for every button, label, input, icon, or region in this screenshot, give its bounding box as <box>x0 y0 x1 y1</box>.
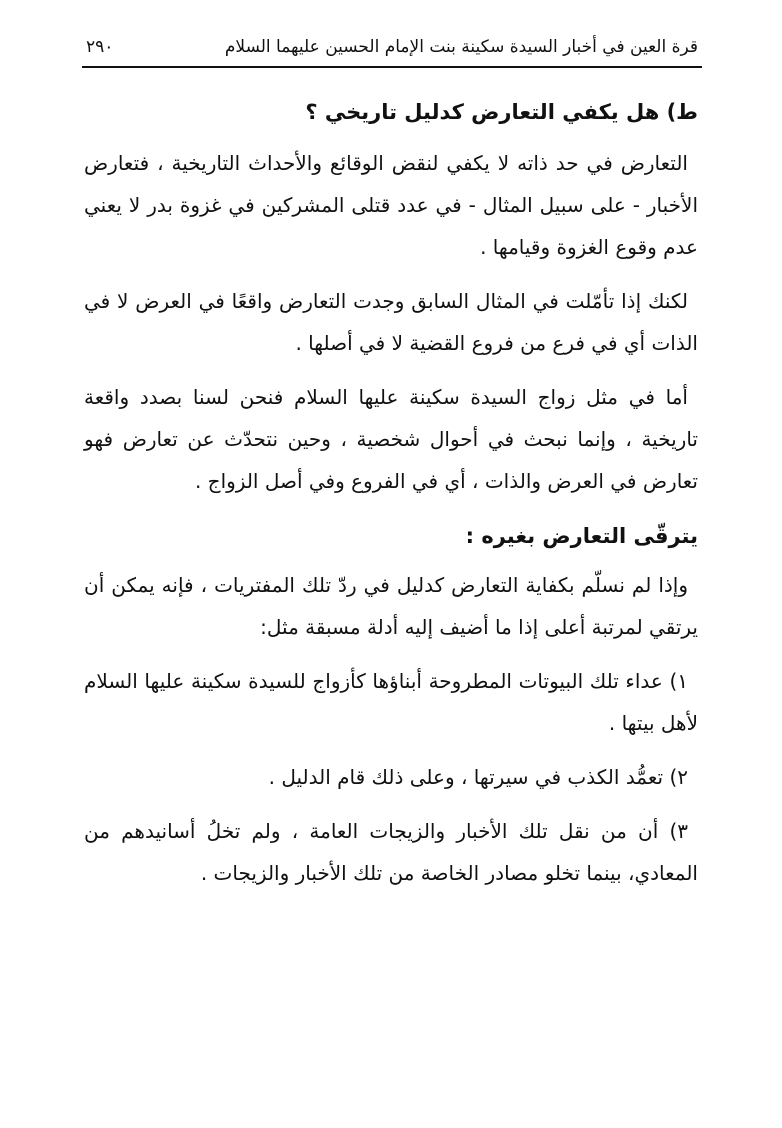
header-rule <box>82 66 702 68</box>
running-header <box>86 30 698 64</box>
intro-paragraph: وإذا لم نسلّم بكفاية التعارض كدليل في ردّ تلك المفتريات ، فإنه يمكن أن يرتقي لمرتبة أعلى إذا ما أضيف إليه أدلة مسبقة مثل: <box>84 573 698 639</box>
paragraph-2: لكنك إذا تأمّلت في المثال السابق وجدت التعارض واقعًا في العرض لا في الذات أي في فرع من فروع القضية لا في أصلها . <box>84 289 698 355</box>
page-number: ٢٩٠ <box>86 37 114 57</box>
list-item-3: ٣) أن من نقل تلك الأخبار والزيجات العامة ، ولم تخلُ أسانيدهم من المعادي، بينما تخلو مصادر الخاصة من تلك الأخبار والزيجات . <box>84 819 698 885</box>
subheading: يترقّى التعارض بغيره : <box>465 524 698 548</box>
header-title: قرة العين في أخبار السيدة سكينة بنت الإمام الحسين عليهما السلام <box>224 37 698 57</box>
paragraph-1: التعارض في حد ذاته لا يكفي لنقض الوقائع والأحداث التاريخية ، فتعارض الأخبار - على سبيل المثال - في عدد قتلى المشركين في غزوة بدر لا يعني عدم وقوع الغزوة وقيامها . <box>84 151 698 259</box>
paragraph-3: أما في مثل زواج السيدة سكينة عليها السلام فنحن لسنا بصدد واقعة تاريخية ، وإنما نبحث في أحوال شخصية ، وحين نتحدّث عن تعارض فهو تعارض في العرض والذات ، أي في الفروع وفي أصل الزواج . <box>84 385 698 493</box>
list-item-1: ١) عداء تلك البيوتات المطروحة أبناؤها كأزواج للسيدة سكينة عليها السلام لأهل بيتها . <box>84 669 698 735</box>
body-text <box>84 90 698 906</box>
list-item-2: ٢) تعمُّد الكذب في سيرتها ، وعلى ذلك قام الدليل . <box>268 765 688 789</box>
section-heading: ط) هل يكفي التعارض كدليل تاريخي ؟ <box>305 100 698 124</box>
